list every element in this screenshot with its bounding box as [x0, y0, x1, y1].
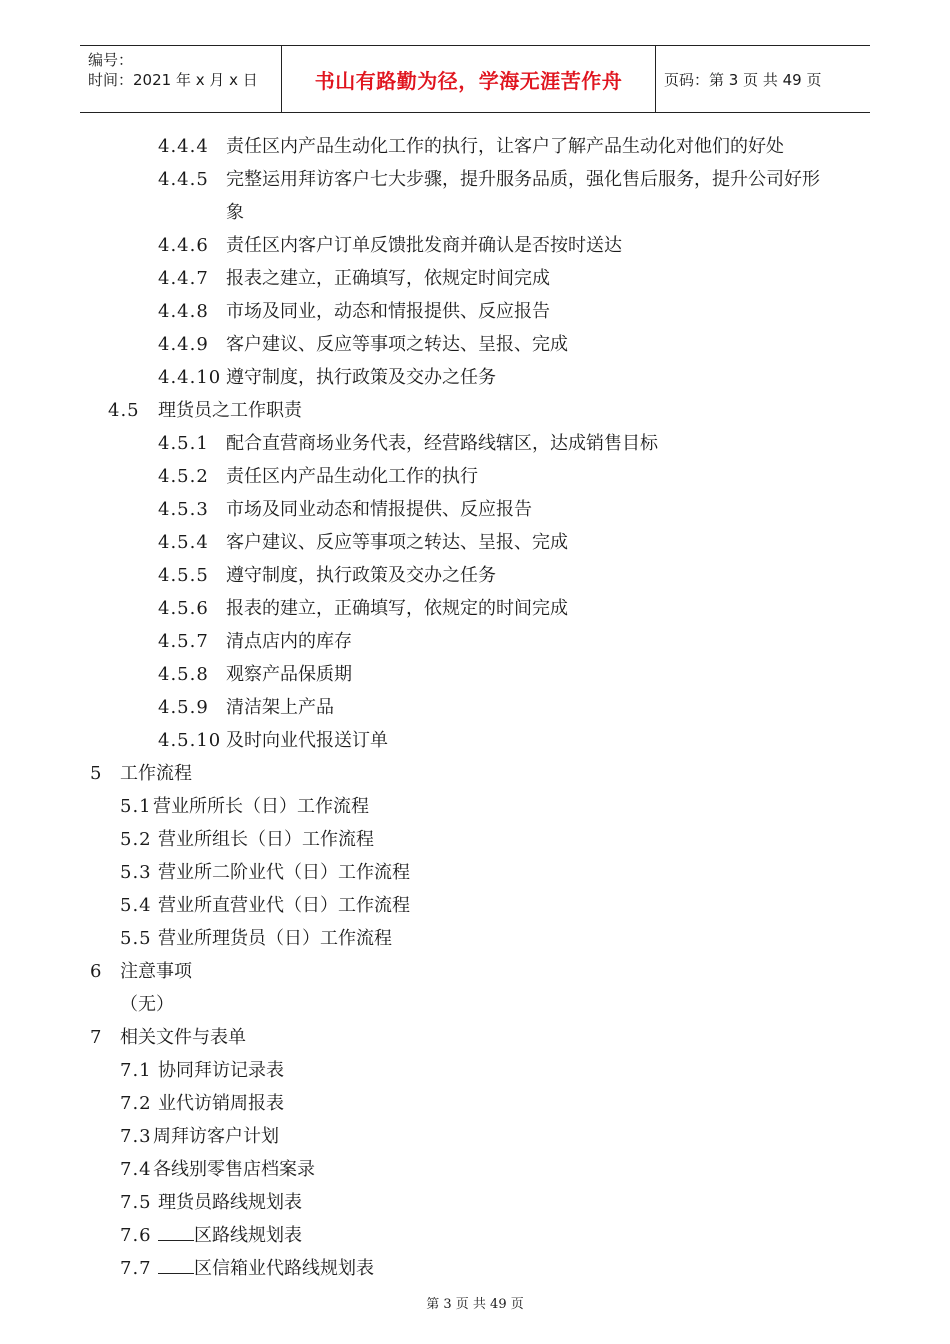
list-item: 7.1 协同拜访记录表 — [120, 1060, 284, 1081]
list-item: 4.4.8 市场及同业，动态和情报提供、反应报告 — [158, 301, 550, 322]
list-item: 4.5.3 市场及同业动态和情报提供、反应报告 — [158, 499, 532, 520]
list-item: 4.4.7 报表之建立，正确填写，依规定时间完成 — [158, 268, 550, 289]
list-item: 4.5.8 观察产品保质期 — [158, 664, 352, 685]
list-item: 5.5 营业所理货员（日）工作流程 — [120, 928, 392, 949]
list-item: 4.5.9 清洁架上产品 — [158, 697, 334, 718]
page-footer — [0, 1293, 950, 1312]
blank-underline — [158, 1257, 194, 1274]
list-item: 5.3 营业所二阶业代（日）工作流程 — [120, 862, 410, 883]
list-item: 5.4 营业所直营业代（日）工作流程 — [120, 895, 410, 916]
list-item: 4.4.4 责任区内产品生动化工作的执行，让客户了解产品生动化对他们的好处 — [158, 136, 784, 157]
doc-number-label: 编号： — [88, 51, 134, 69]
list-item: 4.5.1 配合直营商场业务代表，经营路线辖区，达成销售目标 — [158, 433, 658, 454]
list-item: 4.4.6 责任区内客户订单反馈批发商并确认是否按时送达 — [158, 235, 622, 256]
list-item: 7.2 业代访销周报表 — [120, 1093, 284, 1114]
header-page-label: 页码：第 3 页 共 49 页 — [664, 70, 822, 89]
list-item: 4.5.10 及时向业代报送订单 — [158, 730, 388, 751]
section-heading: 7 相关文件与表单 — [90, 1027, 246, 1048]
list-item: 5.1营业所所长（日）工作流程 — [120, 796, 369, 817]
list-item: （无） — [120, 994, 174, 1015]
list-item: 4.5.7 清点店内的库存 — [158, 631, 352, 652]
section-heading: 5 工作流程 — [90, 763, 192, 784]
list-item: 7.5 理货员路线规划表 — [120, 1192, 302, 1213]
list-item: 4.5.5 遵守制度，执行政策及交办之任务 — [158, 565, 496, 586]
list-item: 4.5.2 责任区内产品生动化工作的执行 — [158, 466, 478, 487]
section-heading: 4.5 理货员之工作职责 — [108, 400, 302, 421]
section-heading: 6 注意事项 — [90, 961, 192, 982]
list-item: 5.2 营业所组长（日）工作流程 — [120, 829, 374, 850]
list-item: 4.4.5 完整运用拜访客户七大步骤，提升服务品质，强化售后服务，提升公司好形 — [158, 169, 820, 190]
footer-page-number: 第 3 页 共 49 页 — [426, 1297, 524, 1312]
header-motto: 书山有路勤为径，学海无涯苦作舟 — [282, 46, 656, 112]
list-item: 4.4.10 遵守制度，执行政策及交办之任务 — [158, 367, 496, 388]
list-item: 7.3周拜访客户计划 — [120, 1126, 279, 1147]
list-item: 7.7 区信箱业代路线规划表 — [120, 1258, 374, 1279]
header-meta — [80, 46, 282, 112]
list-item: 4.4.9 客户建议、反应等事项之转达、呈报、完成 — [158, 334, 568, 355]
doc-time-label: 时间：2021 年 x 月 x 日 — [88, 71, 258, 89]
list-item: 4.5.4 客户建议、反应等事项之转达、呈报、完成 — [158, 532, 568, 553]
list-item: 7.4各线别零售店档案录 — [120, 1159, 315, 1180]
list-item: 4.5.6 报表的建立，正确填写，依规定的时间完成 — [158, 598, 568, 619]
blank-underline — [158, 1224, 194, 1241]
list-item-continuation: 象 — [226, 202, 244, 223]
list-item: 7.6 区路线规划表 — [120, 1225, 302, 1246]
page-header — [80, 45, 870, 113]
